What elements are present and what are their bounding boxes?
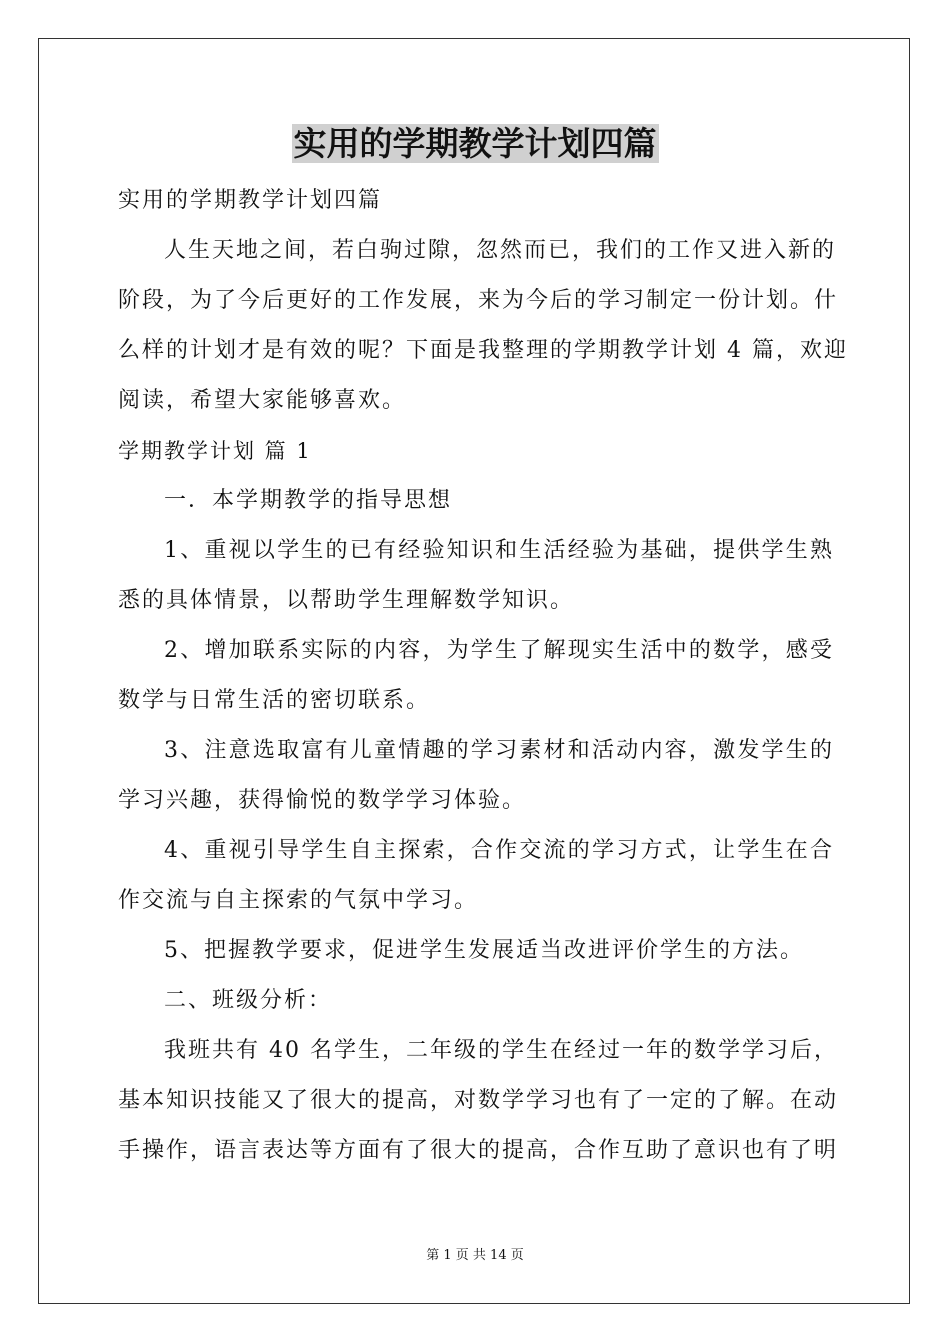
paragraph-line: 5、把握教学要求，促进学生发展适当改进评价学生的方法。 <box>164 938 804 963</box>
paragraph-line: 我班共有 40 名学生，二年级的学生在经过一年的数学学习后， <box>164 1038 838 1063</box>
paragraph-line: 1、重视以学生的已有经验知识和生活经验为基础，提供学生熟 <box>164 538 834 563</box>
paragraph-line: 基本知识技能又了很大的提高，对数学学习也有了一定的了解。在动 <box>118 1088 839 1113</box>
paragraph-line: 4、重视引导学生自主探索，合作交流的学习方式，让学生在合 <box>164 838 834 863</box>
paragraph-line: 二、班级分析： <box>164 988 333 1013</box>
paragraph-line: 阅读，希望大家能够喜欢。 <box>118 388 407 413</box>
paragraph-line: 学习兴趣，获得愉悦的数学学习体验。 <box>118 788 527 813</box>
paragraph-line: 人生天地之间，若白驹过隙，忽然而已，我们的工作又进入新的 <box>164 238 837 263</box>
document-title <box>0 122 950 166</box>
section-heading: 学期教学计划 篇 1 <box>118 439 312 463</box>
paragraph-line: 阶段，为了今后更好的工作发展，来为今后的学习制定一份计划。什 <box>118 288 839 313</box>
paragraph-line: 悉的具体情景，以帮助学生理解数学知识。 <box>118 588 575 613</box>
paragraph-line: 手操作，语言表达等方面有了很大的提高，合作互助了意识也有了明 <box>118 1138 839 1163</box>
document-title-text: 实用的学期教学计划四篇 <box>293 124 657 163</box>
paragraph-line: 2、增加联系实际的内容，为学生了解现实生活中的数学，感受 <box>164 638 834 663</box>
paragraph-line: 3、注意选取富有儿童情趣的学习素材和活动内容，激发学生的 <box>164 738 834 763</box>
subtitle-line: 实用的学期教学计划四篇 <box>118 188 383 213</box>
paragraph-line: 数学与日常生活的密切联系。 <box>118 688 431 713</box>
paragraph-line: 么样的计划才是有效的呢？下面是我整理的学期教学计划 4 篇，欢迎 <box>118 338 848 363</box>
page-footer: 第 1 页 共 14 页 <box>426 1248 524 1263</box>
paragraph-line: 作交流与自主探索的气氛中学习。 <box>118 888 479 913</box>
document-body <box>118 176 848 1176</box>
paragraph-line: 一．本学期教学的指导思想 <box>164 488 453 513</box>
